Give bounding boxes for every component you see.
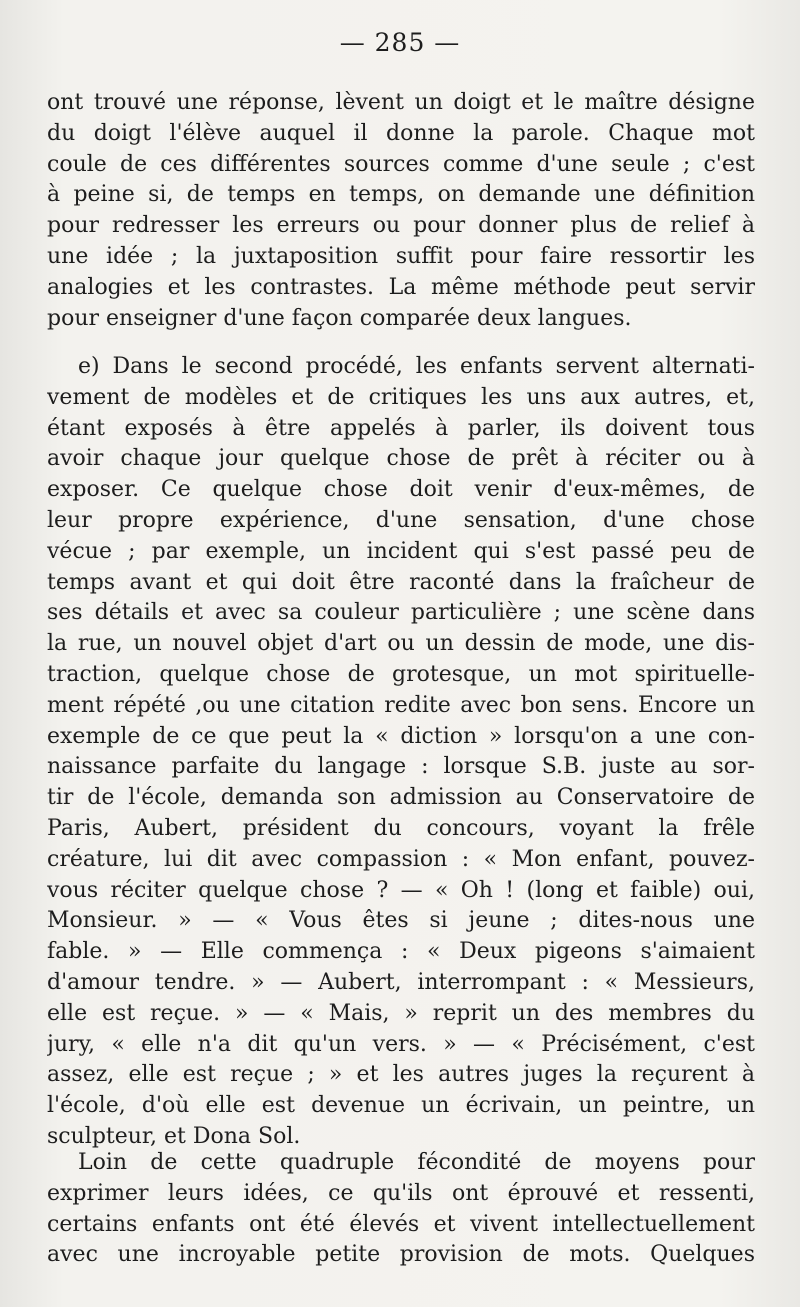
text-line: e) Dans le second procédé, les enfants servent alternati- [78,354,755,379]
text-line: ont trouvé une réponse, lèvent un doigt et le maître désigne [47,90,755,115]
text-line: exprimer leurs idées, ce qu'ils ont éprouvé et ressenti, [47,1180,755,1206]
text-line: naissance parfaite du langage : lorsque S.B. juste au sor- [47,754,755,780]
text-line: fable. » — Elle commença : « Deux pigeons s'aimaient [47,939,755,965]
text-line: exemple de ce que peut la « diction » lorsqu'on a une con- [47,723,755,749]
paragraph-1 [47,88,755,334]
paragraph-2 [47,352,755,1153]
text-line: ses détails et avec sa couleur particulière ; une scène dans [47,600,755,626]
text-line: pour redresser les erreurs ou pour donner plus de relief à [47,213,755,239]
text-line: coule de ces différentes sources comme d'une seule ; c'est [47,151,755,177]
page-number: — 285 — [339,28,461,57]
text-line: l'école, d'où elle est devenue un écrivain, un peintre, un [47,1093,755,1119]
text-line: vement de modèles et de critiques les uns aux autres, et, [47,384,755,410]
text-line: avoir chaque jour quelque chose de prêt à réciter ou à [47,446,755,472]
text-line: Loin de cette quadruple fécondité de moyens pour [78,1150,755,1175]
text-line: assez, elle est reçue ; » et les autres juges la reçurent à [47,1062,755,1088]
text-line: du doigt l'élève auquel il donne la parole. Chaque mot [47,120,755,146]
text-line: avec une incroyable petite provision de mots. Quelques [47,1242,755,1268]
text-line: temps avant et qui doit être raconté dans la fraîcheur de [47,569,755,595]
paragraph-3 [47,1148,755,1271]
text-line: sculpteur, et Dona Sol. [47,1123,301,1149]
text-line: analogies et les contrastes. La même méthode peut servir [47,274,755,300]
text-line: étant exposés à être appelés à parler, ils doivent tous [47,415,755,441]
text-line: leur propre expérience, d'une sensation, d'une chose [47,507,755,533]
text-line: exposer. Ce quelque chose doit venir d'eux-mêmes, de [47,477,755,503]
text-line: pour enseigner d'une façon comparée deux langues. [47,305,632,331]
text-line: la rue, un nouvel objet d'art ou un dessin de mode, une dis- [47,631,755,657]
text-line: certains enfants ont été élevés et vivent intellectuellement [47,1211,755,1237]
text-line: jury, « elle n'a dit qu'un vers. » — « Précisément, c'est [47,1031,755,1057]
text-line: ment répété ,ou une citation redite avec bon sens. Encore un [47,692,755,718]
text-line: une idée ; la juxtaposition suffit pour faire ressortir les [47,243,755,269]
text-line: Paris, Aubert, président du concours, voyant la frêle [47,815,755,841]
text-line: Monsieur. » — « Vous êtes si jeune ; dites-nous une [47,908,755,934]
text-line: tir de l'école, demanda son admission au Conservatoire de [47,785,755,811]
text-line: elle est reçue. » — « Mais, » reprit un des membres du [47,1000,755,1026]
text-line: créature, lui dit avec compassion : « Mon enfant, pouvez- [47,846,755,872]
text-line: à peine si, de temps en temps, on demande une définition [47,182,755,208]
text-line: vous réciter quelque chose ? — « Oh ! (long et faible) oui, [47,877,755,903]
text-line: traction, quelque chose de grotesque, un mot spirituelle- [47,661,755,687]
text-line: vécue ; par exemple, un incident qui s'est passé peu de [47,538,755,564]
text-line: d'amour tendre. » — Aubert, interrompant : « Messieurs, [47,969,755,995]
